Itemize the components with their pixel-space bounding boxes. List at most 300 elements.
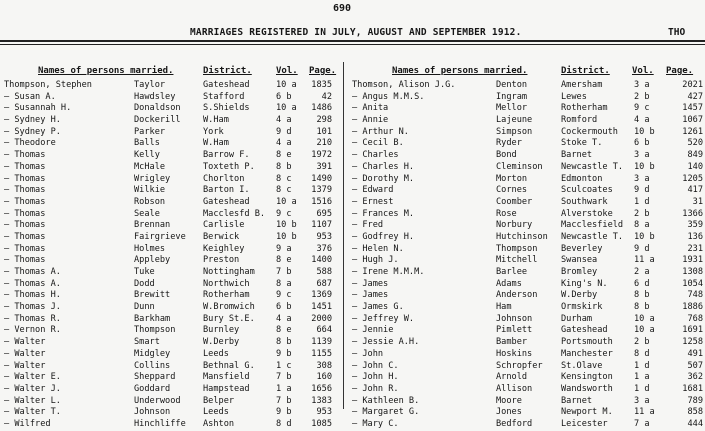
right-column-header xyxy=(352,66,705,80)
entry-name: — Thomas J. xyxy=(4,302,61,313)
entry-row xyxy=(352,302,705,314)
entry-row xyxy=(352,384,705,396)
page-ref: 417 xyxy=(687,185,703,196)
entry-row xyxy=(0,244,340,256)
entry-name: — John C. xyxy=(352,360,399,371)
entry-name: — Thomas xyxy=(4,255,46,266)
entry-row xyxy=(352,337,705,349)
entry-name: — Thomas A. xyxy=(4,267,61,277)
spouse-surname: Barkham xyxy=(134,313,171,324)
page-ref: 520 xyxy=(687,138,703,149)
entry-name: — Wilfred xyxy=(4,418,51,429)
district: Hampstead xyxy=(203,383,250,394)
page-ref: 664 xyxy=(316,325,332,336)
volume: 8 b xyxy=(276,337,292,348)
volume: 10 a xyxy=(634,325,655,336)
page-ref: 507 xyxy=(687,360,703,371)
page-ref: 588 xyxy=(316,267,332,277)
page-ref: 308 xyxy=(316,360,332,371)
entry-row xyxy=(0,290,340,302)
page-ref: 1383 xyxy=(311,395,332,406)
district: Southwark xyxy=(561,196,608,207)
spouse-surname: Taylor xyxy=(134,80,166,90)
district: King's N. xyxy=(561,278,608,289)
page-header-label: Page. xyxy=(309,66,337,76)
spouse-surname: Rose xyxy=(496,208,517,219)
entry-name: — Sydney P. xyxy=(4,126,61,137)
entry-row xyxy=(352,407,705,419)
volume: 8 c xyxy=(276,185,292,196)
entry-row xyxy=(352,267,705,279)
page-ref: 858 xyxy=(687,407,703,418)
entry-name: — John H. xyxy=(352,372,399,383)
entry-name: — Sydney H. xyxy=(4,115,61,126)
entry-row xyxy=(352,209,705,221)
entry-name: — Charles xyxy=(352,150,399,161)
entry-name: — Walter E. xyxy=(4,372,61,383)
entry-name: — Irene M.M.M. xyxy=(352,267,425,277)
entry-name: — Theodore xyxy=(4,138,56,149)
entry-row xyxy=(0,255,340,267)
spouse-surname: Lajeune xyxy=(496,115,533,126)
page-ref: 42 xyxy=(321,91,332,102)
page-ref: 31 xyxy=(692,196,703,207)
volume: 9 b xyxy=(276,407,292,418)
district: St.Olave xyxy=(561,360,603,371)
entry-name: Thomson, Alison J.G. xyxy=(352,80,456,90)
district: Cockermouth xyxy=(561,126,618,137)
district: Bury St.E. xyxy=(203,313,255,324)
spouse-surname: Wilkie xyxy=(134,185,166,196)
volume: 8 a xyxy=(276,278,292,289)
spouse-surname: Arnold xyxy=(496,372,528,383)
page-ref: 231 xyxy=(687,243,703,254)
volume: 2 b xyxy=(634,208,650,219)
district: Chorlton xyxy=(203,173,245,184)
entry-row xyxy=(0,349,340,361)
spouse-surname: Dockerill xyxy=(134,115,181,126)
page-ref: 1516 xyxy=(311,196,332,207)
page-ref: 1457 xyxy=(682,103,703,114)
district: Toxteth P. xyxy=(203,161,255,172)
page-ref: 140 xyxy=(687,161,703,172)
page-ref: 1067 xyxy=(682,115,703,126)
entry-row xyxy=(352,220,705,232)
page-ref: 1451 xyxy=(311,302,332,313)
volume: 8 e xyxy=(276,150,292,161)
spouse-surname: Ham xyxy=(496,302,512,313)
spouse-surname: McHale xyxy=(134,161,166,172)
district: Ormskirk xyxy=(561,302,603,313)
entry-row xyxy=(0,361,340,373)
page-ref: 1261 xyxy=(682,126,703,137)
district: York xyxy=(203,126,224,137)
spouse-surname: Thompson xyxy=(134,325,176,336)
entry-row xyxy=(352,138,705,150)
volume: 1 a xyxy=(634,372,650,383)
volume: 9 c xyxy=(276,290,292,301)
page-ref: 1054 xyxy=(682,278,703,289)
volume: 10 b xyxy=(634,231,655,242)
page-ref: 1486 xyxy=(311,103,332,114)
district: W.Derby xyxy=(203,337,240,348)
volume: 8 c xyxy=(276,173,292,184)
spouse-surname: Anderson xyxy=(496,290,538,301)
district: Alverstoke xyxy=(561,208,613,219)
district: Kensington xyxy=(561,372,613,383)
volume: 10 a xyxy=(634,313,655,324)
volume: 1 d xyxy=(634,196,650,207)
district: W.Bromwich xyxy=(203,302,255,313)
page-ref: 362 xyxy=(687,372,703,383)
entry-row xyxy=(0,92,340,104)
entry-row xyxy=(0,314,340,326)
volume: 9 a xyxy=(276,243,292,254)
page-ref: 391 xyxy=(316,161,332,172)
entry-row xyxy=(0,325,340,337)
entry-row xyxy=(352,255,705,267)
volume: 7 a xyxy=(634,418,650,429)
entry-name: — Walter T. xyxy=(4,407,61,418)
page-ref: 1258 xyxy=(682,337,703,348)
district: Edmonton xyxy=(561,173,603,184)
district: W.Ham xyxy=(203,138,229,149)
page-ref: 1681 xyxy=(682,383,703,394)
district: Belper xyxy=(203,395,235,406)
entry-name: — Dorothy M. xyxy=(352,173,415,184)
entry-name: — Thomas xyxy=(4,231,46,242)
entry-name: — Jessie A.H. xyxy=(352,337,420,348)
spouse-surname: Balls xyxy=(134,138,160,149)
entry-row xyxy=(352,150,705,162)
volume: 7 b xyxy=(276,267,292,277)
header-rule-thin xyxy=(0,44,705,45)
page-ref: 768 xyxy=(687,313,703,324)
entry-name: — Thomas R. xyxy=(4,313,61,324)
district: Macclesfield xyxy=(561,220,624,231)
entry-name: — Thomas xyxy=(4,208,46,219)
spouse-surname: Ingram xyxy=(496,91,528,102)
volume: 10 a xyxy=(276,196,297,207)
entry-row xyxy=(0,337,340,349)
spouse-surname: Goddard xyxy=(134,383,171,394)
spouse-surname: Bond xyxy=(496,150,517,161)
entry-row xyxy=(352,349,705,361)
spouse-surname: Schropfer xyxy=(496,360,543,371)
entry-row xyxy=(0,138,340,150)
volume: 3 a xyxy=(634,395,650,406)
entry-name: — Walter xyxy=(4,360,46,371)
district: Portsmouth xyxy=(561,337,613,348)
spouse-surname: Brennan xyxy=(134,220,171,231)
spouse-surname: Brewitt xyxy=(134,290,171,301)
page-ref: 1107 xyxy=(311,220,332,231)
volume: 10 a xyxy=(276,103,297,114)
entry-row xyxy=(352,396,705,408)
page-number: 690 xyxy=(333,3,352,14)
entry-name: — James G. xyxy=(352,302,404,313)
volume: 8 b xyxy=(276,161,292,172)
entry-name: — Walter L. xyxy=(4,395,61,406)
entry-name: — Angus M.M.S. xyxy=(352,91,425,102)
spouse-surname: Hawdsley xyxy=(134,91,176,102)
page-header xyxy=(0,27,705,39)
spouse-surname: Norbury xyxy=(496,220,533,231)
volume: 1 d xyxy=(634,383,650,394)
entry-row xyxy=(0,103,340,115)
spouse-surname: Cleminson xyxy=(496,161,543,172)
page-ref: 160 xyxy=(316,372,332,383)
page-ref: 298 xyxy=(316,115,332,126)
spouse-surname: Pimlett xyxy=(496,325,533,336)
district: Stoke T. xyxy=(561,138,603,149)
volume: 4 a xyxy=(634,115,650,126)
district: Leicester xyxy=(561,418,608,429)
volume: 9 d xyxy=(634,185,650,196)
volume: 6 b xyxy=(634,138,650,149)
entry-name: — Thomas xyxy=(4,220,46,231)
entry-name: — John R. xyxy=(352,383,399,394)
left-column xyxy=(0,66,340,431)
entry-row xyxy=(352,361,705,373)
entry-row xyxy=(0,407,340,419)
entry-row xyxy=(0,220,340,232)
vol-header: Vol. xyxy=(632,66,654,76)
entry-row xyxy=(0,197,340,209)
volume: 10 a xyxy=(276,80,297,90)
entry-name: — Thomas xyxy=(4,150,46,161)
entry-name: — Godfrey H. xyxy=(352,231,415,242)
entry-row xyxy=(0,302,340,314)
entry-row xyxy=(352,419,705,431)
spouse-surname: Cornes xyxy=(496,185,528,196)
volume: 8 d xyxy=(276,418,292,429)
entry-row xyxy=(352,372,705,384)
volume: 9 b xyxy=(276,348,292,359)
district: Northwich xyxy=(203,278,250,289)
page-ref: 210 xyxy=(316,138,332,149)
entry-row xyxy=(0,209,340,221)
page-ref: 1691 xyxy=(682,325,703,336)
volume: 9 d xyxy=(276,126,292,137)
district: Durham xyxy=(561,313,593,324)
entry-row xyxy=(352,103,705,115)
spouse-surname: Hutchinson xyxy=(496,231,548,242)
names-header: Names of persons married. xyxy=(392,66,528,76)
spouse-surname: Jones xyxy=(496,407,522,418)
entry-row xyxy=(352,290,705,302)
spouse-surname: Seale xyxy=(134,208,160,219)
district: Manchester xyxy=(561,348,613,359)
spouse-surname: Ryder xyxy=(496,138,522,149)
entry-row xyxy=(0,232,340,244)
volume: 6 b xyxy=(276,91,292,102)
spouse-surname: Robson xyxy=(134,196,166,207)
entry-row xyxy=(0,150,340,162)
spouse-surname: Hinchliffe xyxy=(134,418,186,429)
entry-name: — Thomas xyxy=(4,173,46,184)
entry-name: Thompson, Stephen xyxy=(4,80,92,90)
district: Carlisle xyxy=(203,220,245,231)
district: Rotherham xyxy=(203,290,250,301)
volume: 4 a xyxy=(276,115,292,126)
district: Beverley xyxy=(561,243,603,254)
district: Barnet xyxy=(561,150,593,161)
volume: 7 b xyxy=(276,372,292,383)
spouse-surname: Dodd xyxy=(134,278,155,289)
district: Gateshead xyxy=(203,80,250,90)
entry-name: — Susan A. xyxy=(4,91,56,102)
spouse-surname: Underwood xyxy=(134,395,181,406)
entry-name: — Fred xyxy=(352,220,384,231)
entry-row xyxy=(0,80,340,92)
spouse-surname: Thompson xyxy=(496,243,538,254)
page-ref: 1931 xyxy=(682,255,703,266)
left-column-header xyxy=(0,66,340,80)
volume: 4 a xyxy=(276,313,292,324)
vol-header: Vol. xyxy=(276,66,298,76)
entry-row xyxy=(0,396,340,408)
entry-name: — James xyxy=(352,290,389,301)
left-entries xyxy=(0,80,340,431)
page-ref: 695 xyxy=(316,208,332,219)
spouse-surname: Kelly xyxy=(134,150,160,161)
entry-name: — Vernon R. xyxy=(4,325,61,336)
entry-name: — Annie xyxy=(352,115,389,126)
spouse-surname: Bedford xyxy=(496,418,533,429)
volume: 9 c xyxy=(276,208,292,219)
spouse-surname: Mellor xyxy=(496,103,528,114)
entry-row xyxy=(352,174,705,186)
district: Ashton xyxy=(203,418,235,429)
entry-name: — Frances M. xyxy=(352,208,415,219)
page-ref: 1490 xyxy=(311,173,332,184)
district: Wandsworth xyxy=(561,383,613,394)
district: Macclesfd B. xyxy=(203,208,266,219)
column-divider xyxy=(343,62,344,409)
entry-name: — Walter xyxy=(4,337,46,348)
page-ref: 1400 xyxy=(311,255,332,266)
entry-row xyxy=(0,372,340,384)
volume: 6 d xyxy=(634,278,650,289)
entry-name: — Thomas xyxy=(4,196,46,207)
page-ref: 1835 xyxy=(311,80,332,90)
page-ref: 2021 xyxy=(682,80,703,90)
spouse-surname: Fairgrieve xyxy=(134,231,186,242)
page-ref: 953 xyxy=(316,407,332,418)
entry-row xyxy=(352,162,705,174)
district: Stafford xyxy=(203,91,245,102)
page-header-label: Page. xyxy=(666,66,694,76)
entry-name: — Arthur N. xyxy=(352,126,409,137)
district: S.Shields xyxy=(203,103,250,114)
entry-name: — Walter xyxy=(4,348,46,359)
entry-row xyxy=(0,185,340,197)
district: Rotherham xyxy=(561,103,608,114)
district: Newport M. xyxy=(561,407,613,418)
page-ref: 427 xyxy=(687,91,703,102)
entry-row xyxy=(352,80,705,92)
entry-name: — Walter J. xyxy=(4,383,61,394)
entry-row xyxy=(0,279,340,291)
entry-name: — James xyxy=(352,278,389,289)
entry-name: — Edward xyxy=(352,185,394,196)
page-ref: 849 xyxy=(687,150,703,161)
district-header: District. xyxy=(203,66,252,76)
page-ref: 101 xyxy=(316,126,332,137)
volume: 10 b xyxy=(634,126,655,137)
district: Amersham xyxy=(561,80,603,90)
spouse-surname: Sheppard xyxy=(134,372,176,383)
page-ref: 1886 xyxy=(682,302,703,313)
district: Romford xyxy=(561,115,598,126)
page-ref: 1366 xyxy=(682,208,703,219)
spouse-surname: Johnson xyxy=(134,407,171,418)
volume: 2 b xyxy=(634,337,650,348)
volume: 8 a xyxy=(634,220,650,231)
entry-name: — Thomas xyxy=(4,185,46,196)
volume: 8 d xyxy=(634,348,650,359)
page-ref: 1308 xyxy=(682,267,703,277)
volume: 6 b xyxy=(276,302,292,313)
entry-row xyxy=(352,115,705,127)
entry-row xyxy=(352,197,705,209)
entry-name: — John xyxy=(352,348,384,359)
page-ref: 1369 xyxy=(311,290,332,301)
spouse-surname: Barlee xyxy=(496,267,528,277)
header-rule-thick xyxy=(0,40,705,42)
district: Lewes xyxy=(561,91,587,102)
entry-row xyxy=(352,92,705,104)
spouse-surname: Mitchell xyxy=(496,255,538,266)
spouse-surname: Smart xyxy=(134,337,160,348)
spouse-surname: Tuke xyxy=(134,267,155,277)
spouse-surname: Adams xyxy=(496,278,522,289)
spouse-surname: Dunn xyxy=(134,302,155,313)
entry-name: — Kathleen B. xyxy=(352,395,420,406)
district: Leeds xyxy=(203,348,229,359)
district: Sculcoates xyxy=(561,185,613,196)
volume: 9 c xyxy=(634,103,650,114)
volume: 8 b xyxy=(634,290,650,301)
volume: 1 d xyxy=(634,360,650,371)
district: Leeds xyxy=(203,407,229,418)
entry-name: — Thomas xyxy=(4,243,46,254)
district: W.Derby xyxy=(561,290,598,301)
spouse-surname: Morton xyxy=(496,173,528,184)
entry-row xyxy=(0,174,340,186)
page-ref: 1656 xyxy=(311,383,332,394)
spouse-surname: Allison xyxy=(496,383,533,394)
entry-row xyxy=(0,267,340,279)
page-ref: 444 xyxy=(687,418,703,429)
district: Gateshead xyxy=(203,196,250,207)
spouse-surname: Appleby xyxy=(134,255,171,266)
spouse-surname: Bamber xyxy=(496,337,528,348)
names-header: Names of persons married. xyxy=(38,66,174,76)
page-ref: 1085 xyxy=(311,418,332,429)
register-title: MARRIAGES REGISTERED IN JULY, AUGUST AND SEPTEMBER 1912. xyxy=(190,27,522,38)
district-header: District. xyxy=(561,66,610,76)
spouse-surname: Coomber xyxy=(496,196,533,207)
entry-row xyxy=(352,185,705,197)
entry-name: — Thomas H. xyxy=(4,290,61,301)
entry-name: — Hugh J. xyxy=(352,255,399,266)
volume: 4 a xyxy=(276,138,292,149)
entry-name: — Margaret G. xyxy=(352,407,420,418)
district: Nottingham xyxy=(203,267,255,277)
district: Keighley xyxy=(203,243,245,254)
